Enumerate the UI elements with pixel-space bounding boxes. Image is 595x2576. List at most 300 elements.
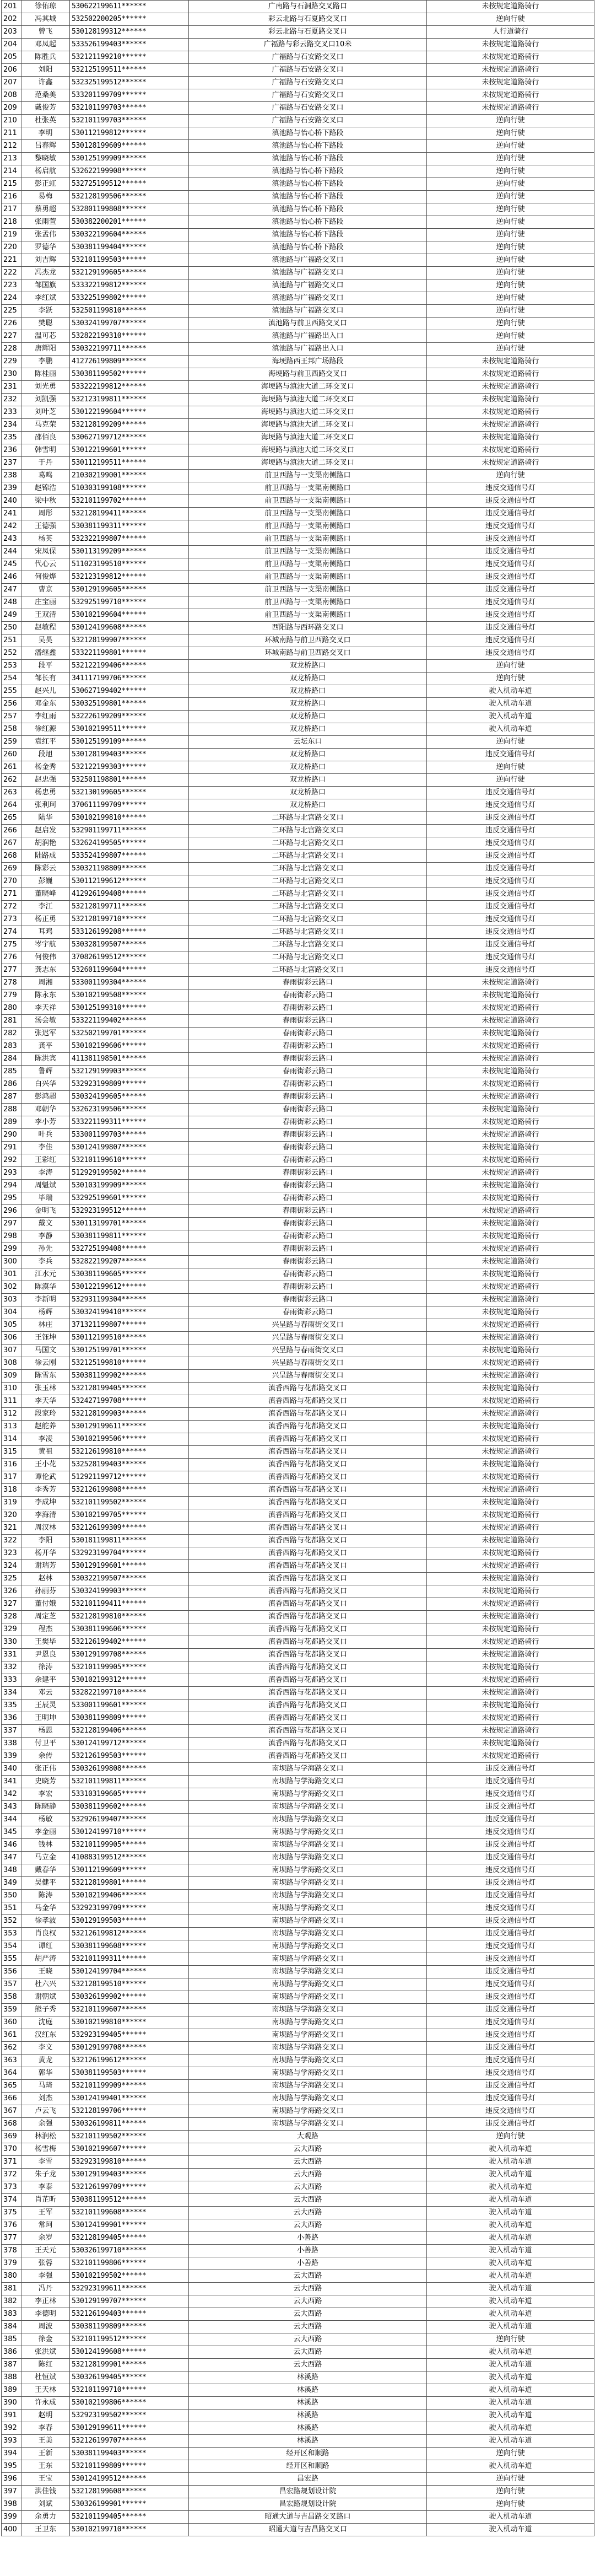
violation-type: 违反交通信号灯 xyxy=(427,1814,594,1826)
id-number: 532101199405****** xyxy=(70,2511,189,2524)
violation-location: 南坝路与学海路交叉口 xyxy=(189,1928,427,1940)
violation-location: 春雨街彩云路口 xyxy=(189,1205,427,1218)
table-row xyxy=(2,1700,594,1712)
violation-type: 未按规定道路骑行 xyxy=(427,1573,594,1585)
row-number: 360 xyxy=(2,2016,21,2029)
table-row xyxy=(2,2283,594,2295)
person-name: 曾飞 xyxy=(21,26,70,39)
person-name: 吴健平 xyxy=(21,1877,70,1890)
row-number: 379 xyxy=(2,2257,21,2270)
person-name: 余强 xyxy=(21,2118,70,2131)
violation-type: 未按规定道路骑行 xyxy=(427,1002,594,1015)
violation-location: 南坝路与学海路交叉口 xyxy=(189,1902,427,1915)
table-row xyxy=(2,901,594,913)
table-row xyxy=(2,825,594,837)
table-row xyxy=(2,2093,594,2105)
violation-location: 南坝路与学海路交叉口 xyxy=(189,1890,427,1902)
violation-type: 未按规定道路骑行 xyxy=(427,1028,594,1040)
id-number: 532923199512****** xyxy=(70,1205,189,1218)
row-number: 365 xyxy=(2,2080,21,2093)
person-name: 陈胜兵 xyxy=(21,51,70,64)
violation-type: 逆向行驶 xyxy=(427,343,594,356)
violation-location: 春雨街彩云路口 xyxy=(189,1154,427,1167)
person-name: 杜张英 xyxy=(21,115,70,127)
table-row xyxy=(2,1852,594,1864)
violation-location: 云大西路 xyxy=(189,2143,427,2156)
violation-type: 未按规定道路骑行 xyxy=(427,1218,594,1230)
table-row xyxy=(2,64,594,77)
row-number: 229 xyxy=(2,356,21,368)
table-row xyxy=(2,2029,594,2042)
violation-location: 广福路与石安路交叉口 xyxy=(189,89,427,102)
row-number: 250 xyxy=(2,622,21,634)
id-number: 532226199209****** xyxy=(70,711,189,723)
violation-type: 驶入机动车道 xyxy=(427,2181,594,2194)
violation-type: 违反交通信号灯 xyxy=(427,558,594,571)
id-number: 533126199208****** xyxy=(70,926,189,939)
table-row xyxy=(2,140,594,153)
id-number: 532101199909****** xyxy=(70,2080,189,2093)
table-row xyxy=(2,267,594,279)
violation-type: 未按规定道路骑行 xyxy=(427,381,594,394)
violation-type: 逆向行驶 xyxy=(427,2131,594,2143)
table-row xyxy=(2,1661,594,1674)
person-name: 胡严涛 xyxy=(21,1953,70,1966)
violation-type: 未按规定道路骑行 xyxy=(427,1459,594,1471)
violation-location: 春雨街彩云路口 xyxy=(189,1268,427,1281)
person-name: 刘吉辉 xyxy=(21,254,70,267)
id-number: 530381199403****** xyxy=(70,2448,189,2460)
violation-type: 违反交通信号灯 xyxy=(427,2093,594,2105)
row-number: 355 xyxy=(2,1953,21,1966)
table-row xyxy=(2,1433,594,1446)
person-name: 张蓉 xyxy=(21,2257,70,2270)
violation-location: 昭通大道与吉昌路交叉路口 xyxy=(189,2511,427,2524)
violation-location: 广南路与石洞路交叉路口 xyxy=(189,1,427,13)
row-number: 212 xyxy=(2,140,21,153)
row-number: 266 xyxy=(2,825,21,837)
id-number: 530103199909****** xyxy=(70,1180,189,1192)
table-row xyxy=(2,1370,594,1383)
row-number: 289 xyxy=(2,1116,21,1129)
violation-location: 滇香西路与花都路交叉口 xyxy=(189,1535,427,1547)
id-number: 530324199903****** xyxy=(70,1585,189,1598)
id-number: 532101199811****** xyxy=(70,1776,189,1788)
id-number: 210302199001****** xyxy=(70,470,189,482)
person-name: 谢瑞芳 xyxy=(21,1560,70,1573)
table-row xyxy=(2,1218,594,1230)
violation-type: 违反交通信号灯 xyxy=(427,647,594,660)
violation-type: 未按规定道路骑行 xyxy=(427,1167,594,1180)
row-number: 256 xyxy=(2,698,21,711)
violation-location: 林溪路 xyxy=(189,2410,427,2422)
row-number: 323 xyxy=(2,1547,21,1560)
person-name: 孙丽芬 xyxy=(21,1585,70,1598)
id-number: 532128199711****** xyxy=(70,901,189,913)
violation-type: 逆向行驶 xyxy=(427,330,594,343)
table-row xyxy=(2,939,594,951)
id-number: 532801199808****** xyxy=(70,203,189,216)
row-number: 374 xyxy=(2,2194,21,2207)
row-number: 349 xyxy=(2,1877,21,1890)
violation-type: 违反交通信号灯 xyxy=(427,634,594,647)
table-row xyxy=(2,749,594,761)
violation-type: 逆向行驶 xyxy=(427,254,594,267)
violation-location: 兴呈路与春雨街交叉口 xyxy=(189,1345,427,1357)
row-number: 290 xyxy=(2,1129,21,1142)
table-row xyxy=(2,2295,594,2308)
id-number: 530102199810****** xyxy=(70,812,189,825)
person-name: 李文 xyxy=(21,2042,70,2055)
person-name: 何俊伟 xyxy=(21,951,70,964)
person-name: 宋凤保 xyxy=(21,546,70,558)
violation-type: 违反交通信号灯 xyxy=(427,2080,594,2093)
id-number: 533103199605****** xyxy=(70,1788,189,1801)
violation-location: 广福路与石安路交叉口 xyxy=(189,102,427,115)
table-row xyxy=(2,1459,594,1471)
person-name: 赵兴儿 xyxy=(21,685,70,698)
person-name: 陈洪宾 xyxy=(21,1053,70,1066)
row-number: 241 xyxy=(2,508,21,520)
violation-type: 未按规定道路骑行 xyxy=(427,39,594,51)
violation-location: 二环路与北宫路交叉口 xyxy=(189,812,427,825)
row-number: 351 xyxy=(2,1902,21,1915)
row-number: 288 xyxy=(2,1104,21,1116)
violation-type: 违反交通信号灯 xyxy=(427,2042,594,2055)
id-number: 371321199807****** xyxy=(70,1319,189,1332)
violation-location: 滇池路与怡心桥下路段 xyxy=(189,153,427,165)
violation-type: 逆向行驶 xyxy=(427,761,594,774)
violation-type: 未按规定道路骑行 xyxy=(427,419,594,432)
table-row xyxy=(2,1167,594,1180)
violation-type: 驶入机动车道 xyxy=(427,2207,594,2219)
table-row xyxy=(2,799,594,812)
violation-type: 未按规定道路骑行 xyxy=(427,1230,594,1243)
table-row xyxy=(2,774,594,787)
person-name: 樊聪 xyxy=(21,318,70,330)
violation-type: 驶入机动车道 xyxy=(427,2156,594,2169)
person-name: 李天华 xyxy=(21,1395,70,1408)
row-number: 294 xyxy=(2,1180,21,1192)
violation-type: 未按规定道路骑行 xyxy=(427,1509,594,1522)
person-name: 邓凤起 xyxy=(21,39,70,51)
id-number: 530124199704****** xyxy=(70,1966,189,1978)
table-row xyxy=(2,977,594,989)
row-number: 330 xyxy=(2,1636,21,1649)
violation-location: 春雨街彩云路口 xyxy=(189,1053,427,1066)
id-number: 530102199806****** xyxy=(70,2397,189,2410)
table-row xyxy=(2,1839,594,1852)
id-number: 530326199902****** xyxy=(70,1991,189,2004)
violation-type: 未按规定道路骑行 xyxy=(427,1535,594,1547)
violation-location: 云大西路 xyxy=(189,2270,427,2283)
violation-type: 违反交通信号灯 xyxy=(427,2055,594,2067)
id-number: 530129199601****** xyxy=(70,1560,189,1573)
table-row xyxy=(2,1801,594,1814)
table-row xyxy=(2,419,594,432)
violation-location: 前卫西路与一支渠南侧路口 xyxy=(189,520,427,533)
table-row xyxy=(2,1738,594,1750)
id-number: 530381199311****** xyxy=(70,520,189,533)
row-number: 285 xyxy=(2,1066,21,1078)
violation-type: 逆向行驶 xyxy=(427,13,594,26)
person-name: 汤会敏 xyxy=(21,1015,70,1028)
id-number: 532925199601****** xyxy=(70,1192,189,1205)
person-name: 耳鸡 xyxy=(21,926,70,939)
table-row xyxy=(2,292,594,305)
violation-type: 违反交通信号灯 xyxy=(427,1776,594,1788)
id-number: 530322199507****** xyxy=(70,1573,189,1585)
violation-type: 逆向行驶 xyxy=(427,673,594,685)
id-number: 532501199810****** xyxy=(70,305,189,318)
violation-type: 驶入机动车道 xyxy=(427,2346,594,2359)
row-number: 366 xyxy=(2,2093,21,2105)
violation-type: 逆向行驶 xyxy=(427,736,594,749)
id-number: 532125199511****** xyxy=(70,64,189,77)
table-row xyxy=(2,115,594,127)
row-number: 295 xyxy=(2,1192,21,1205)
table-row xyxy=(2,1674,594,1687)
id-number: 532126199808****** xyxy=(70,1484,189,1497)
violation-location: 前卫西路与一支渠南侧路口 xyxy=(189,609,427,622)
row-number: 237 xyxy=(2,457,21,470)
id-number: 530102199606****** xyxy=(70,1040,189,1053)
table-row xyxy=(2,2080,594,2093)
id-number: 532427199708****** xyxy=(70,1395,189,1408)
person-name: 陈永东 xyxy=(21,989,70,1002)
table-row xyxy=(2,482,594,495)
person-name: 李德明 xyxy=(21,2308,70,2321)
row-number: 301 xyxy=(2,1268,21,1281)
row-number: 395 xyxy=(2,2460,21,2473)
row-number: 321 xyxy=(2,1522,21,1535)
table-row xyxy=(2,1573,594,1585)
person-name: 李涛 xyxy=(21,1167,70,1180)
row-number: 275 xyxy=(2,939,21,951)
table-row xyxy=(2,1002,594,1015)
table-row xyxy=(2,1383,594,1395)
person-name: 徐涛 xyxy=(21,1661,70,1674)
violation-type: 未按规定道路骑行 xyxy=(427,1433,594,1446)
table-row xyxy=(2,77,594,89)
person-name: 周汉林 xyxy=(21,1522,70,1535)
row-number: 378 xyxy=(2,2245,21,2257)
person-name: 李红雨 xyxy=(21,711,70,723)
violation-location: 滇香西路与花都路交叉口 xyxy=(189,1421,427,1433)
violation-type: 未按规定道路骑行 xyxy=(427,406,594,419)
id-number: 532122199406****** xyxy=(70,660,189,673)
violation-location: 云大西路 xyxy=(189,2346,427,2359)
person-name: 王樊毕 xyxy=(21,1636,70,1649)
person-name: 徐云刚 xyxy=(21,1357,70,1370)
id-number: 532502199701****** xyxy=(70,1028,189,1040)
person-name: 龚平 xyxy=(21,1040,70,1053)
violation-type: 未按规定道路骑行 xyxy=(427,1636,594,1649)
violation-type: 违反交通信号灯 xyxy=(427,520,594,533)
violation-type: 违反交通信号灯 xyxy=(427,888,594,901)
id-number: 530102199511****** xyxy=(70,723,189,736)
id-number: 412926199408****** xyxy=(70,888,189,901)
violation-type: 未按规定道路骑行 xyxy=(427,1522,594,1535)
id-number: 532125199810****** xyxy=(70,1357,189,1370)
violation-type: 逆向行驶 xyxy=(427,279,594,292)
row-number: 337 xyxy=(2,1725,21,1738)
table-row xyxy=(2,2473,594,2486)
person-name: 彭正虹 xyxy=(21,178,70,191)
id-number: 533001199304****** xyxy=(70,977,189,989)
violation-location: 南坝路与学海路交叉口 xyxy=(189,1852,427,1864)
table-row xyxy=(2,444,594,457)
person-name: 许鑫 xyxy=(21,77,70,89)
row-number: 292 xyxy=(2,1154,21,1167)
violation-location: 广福路与石安路交叉口 xyxy=(189,64,427,77)
violation-type: 违反交通信号灯 xyxy=(427,1890,594,1902)
table-row xyxy=(2,1814,594,1826)
violation-type: 违反交通信号灯 xyxy=(427,850,594,863)
row-number: 368 xyxy=(2,2118,21,2131)
row-number: 361 xyxy=(2,2029,21,2042)
table-row xyxy=(2,2498,594,2511)
id-number: 530122199612****** xyxy=(70,1281,189,1294)
id-number: 530326199811****** xyxy=(70,2118,189,2131)
violation-type: 违反交通信号灯 xyxy=(427,482,594,495)
row-number: 329 xyxy=(2,1623,21,1636)
violation-location: 南坝路与学海路交叉口 xyxy=(189,2105,427,2118)
id-number: 530122199604****** xyxy=(70,406,189,419)
person-name: 杨敏 xyxy=(21,1814,70,1826)
table-row xyxy=(2,102,594,115)
person-name: 葛鸣 xyxy=(21,470,70,482)
table-row xyxy=(2,1395,594,1408)
row-number: 205 xyxy=(2,51,21,64)
person-name: 周波 xyxy=(21,2321,70,2333)
table-row xyxy=(2,2486,594,2498)
violation-type: 未按规定道路骑行 xyxy=(427,1319,594,1332)
id-number: 341117199706****** xyxy=(70,673,189,685)
violation-location: 南坝路与学海路交叉口 xyxy=(189,1953,427,1966)
id-number: 530124199608****** xyxy=(70,2346,189,2359)
violation-type: 未按规定道路骑行 xyxy=(427,1192,594,1205)
id-number: 532101199607****** xyxy=(70,2004,189,2016)
table-row xyxy=(2,2055,594,2067)
person-name: 尹恩良 xyxy=(21,1649,70,1661)
id-number: 530102199604****** xyxy=(70,609,189,622)
id-number: 530129199708****** xyxy=(70,2042,189,2055)
violation-type: 驶入机动车道 xyxy=(427,2295,594,2308)
violation-location: 滇池路与广福路出入口 xyxy=(189,330,427,343)
violation-type: 违反交通信号灯 xyxy=(427,622,594,634)
violation-location: 滇香西路与花都路交叉口 xyxy=(189,1497,427,1509)
row-number: 235 xyxy=(2,432,21,444)
row-number: 293 xyxy=(2,1167,21,1180)
violation-type: 驶入机动车道 xyxy=(427,723,594,736)
violation-type: 违反交通信号灯 xyxy=(427,1902,594,1915)
violation-location: 滇池路与怡心桥下路段 xyxy=(189,127,427,140)
table-row xyxy=(2,837,594,850)
person-name: 马琦 xyxy=(21,2080,70,2093)
person-name: 赵舵养 xyxy=(21,1421,70,1433)
row-number: 385 xyxy=(2,2333,21,2346)
violation-location: 海埂路与滇池大道二环交叉口 xyxy=(189,406,427,419)
person-name: 刘杰 xyxy=(21,2093,70,2105)
violation-location: 海埂路与前卫西路交叉口 xyxy=(189,368,427,381)
violation-type: 未按规定道路骑行 xyxy=(427,1674,594,1687)
violation-type: 驶入机动车道 xyxy=(427,2410,594,2422)
violation-location: 双龙桥路口 xyxy=(189,787,427,799)
id-number: 530322199604****** xyxy=(70,229,189,241)
violation-location: 大观路 xyxy=(189,2131,427,2143)
id-number: 532129199605****** xyxy=(70,267,189,279)
id-number: 532128199810****** xyxy=(70,1611,189,1623)
row-number: 281 xyxy=(2,1015,21,1028)
row-number: 273 xyxy=(2,913,21,926)
id-number: 370826199512****** xyxy=(70,951,189,964)
violation-location: 环城南路与前卫西路交叉口 xyxy=(189,647,427,660)
violation-location: 南坝路与学海路交叉口 xyxy=(189,1826,427,1839)
table-row xyxy=(2,520,594,533)
id-number: 532128199405****** xyxy=(70,2232,189,2245)
id-number: 532923199704****** xyxy=(70,1547,189,1560)
table-row xyxy=(2,888,594,901)
violation-location: 海埂路与滇池大道二环交叉口 xyxy=(189,381,427,394)
row-number: 312 xyxy=(2,1408,21,1421)
violation-location: 林溪路 xyxy=(189,2371,427,2384)
table-row xyxy=(2,1547,594,1560)
person-name: 陈漠华 xyxy=(21,1281,70,1294)
table-row xyxy=(2,432,594,444)
person-name: 冯杰龙 xyxy=(21,267,70,279)
row-number: 352 xyxy=(2,1915,21,1928)
violation-location: 春雨街彩云路口 xyxy=(189,1192,427,1205)
person-name: 谢朝斌 xyxy=(21,1991,70,2004)
violation-location: 林溪路 xyxy=(189,2384,427,2397)
table-row xyxy=(2,2245,594,2257)
table-row xyxy=(2,2131,594,2143)
id-number: 530113199209****** xyxy=(70,546,189,558)
row-number: 322 xyxy=(2,1535,21,1547)
person-name: 郭华 xyxy=(21,2067,70,2080)
id-number: 530128199609****** xyxy=(70,140,189,153)
table-row xyxy=(2,1535,594,1547)
violation-type: 驶入机动车道 xyxy=(427,2257,594,2270)
table-row xyxy=(2,1408,594,1421)
violation-location: 经开区和顺路 xyxy=(189,2460,427,2473)
violation-type: 未按规定道路骑行 xyxy=(427,368,594,381)
row-number: 317 xyxy=(2,1471,21,1484)
id-number: 530102199406****** xyxy=(70,1890,189,1902)
row-number: 244 xyxy=(2,546,21,558)
id-number: 533222199812****** xyxy=(70,381,189,394)
row-number: 245 xyxy=(2,558,21,571)
violation-type: 违反交通信号灯 xyxy=(427,825,594,837)
row-number: 346 xyxy=(2,1839,21,1852)
id-number: 532101199502****** xyxy=(70,1497,189,1509)
violation-location: 环城南路与前卫西路交叉口 xyxy=(189,634,427,647)
violation-type: 逆向行驶 xyxy=(427,660,594,673)
table-row xyxy=(2,1497,594,1509)
table-row xyxy=(2,1357,594,1370)
table-row xyxy=(2,229,594,241)
violation-table-body xyxy=(2,1,594,2536)
violation-location: 滇池路与怡心桥下路段 xyxy=(189,229,427,241)
id-number: 532101199512****** xyxy=(70,2333,189,2346)
violation-location: 前卫西路与一支渠南侧路口 xyxy=(189,596,427,609)
violation-type: 违反交通信号灯 xyxy=(427,951,594,964)
violation-location: 南坝路与学海路交叉口 xyxy=(189,1864,427,1877)
person-name: 温可芯 xyxy=(21,330,70,343)
violation-location: 南坝路与学海路交叉口 xyxy=(189,1776,427,1788)
violation-location: 春雨街彩云路口 xyxy=(189,1180,427,1192)
